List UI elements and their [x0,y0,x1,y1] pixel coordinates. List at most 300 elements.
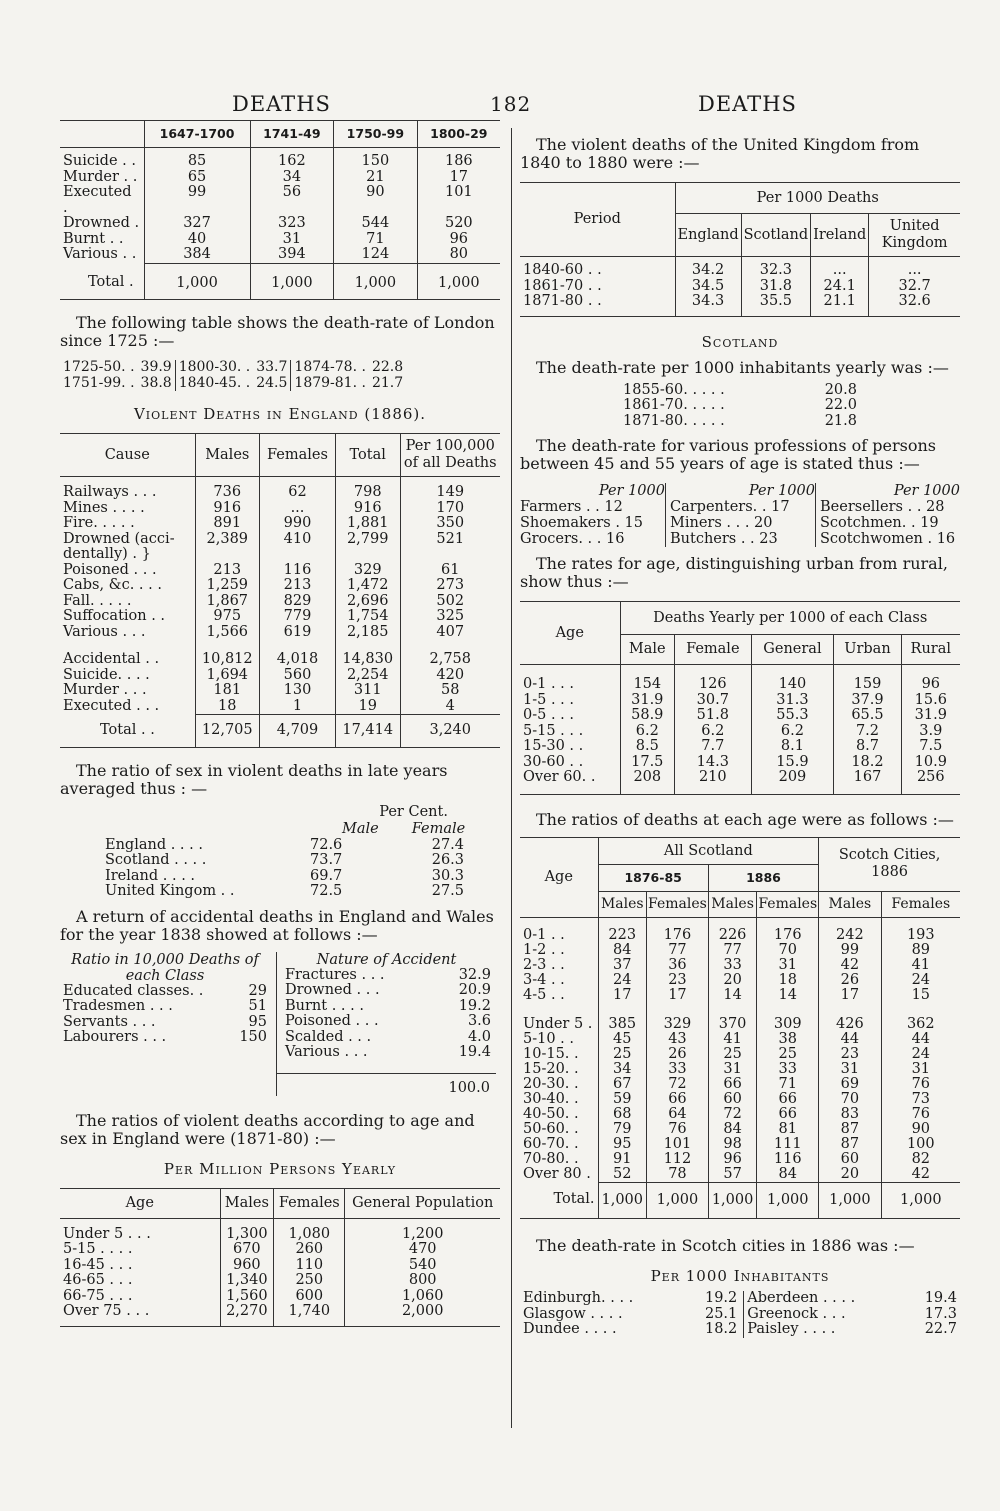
table-per-million [60,1188,500,1327]
rate-value: 21.8 [824,412,857,429]
male-value: 72.5 [310,883,343,899]
table-cell: 2,389 [195,532,260,563]
city-label: Aberdeen . . . . [744,1291,906,1307]
column-header: Males [195,434,260,477]
table-row [60,185,500,216]
heading-per-million: Per Million Persons Yearly [163,1159,397,1178]
per-1000-label: Per 1000 [598,483,665,499]
paragraph-scotland-rate: The death-rate per 1000 inhabitants yearly was :— [536,357,949,377]
column-header: General [751,635,834,665]
table-cell: 90 [881,1122,960,1137]
table-cell: 891 [195,516,260,532]
table-row [520,1062,960,1077]
table-scotch-cities [520,1291,960,1338]
table-cell: 250 [274,1273,345,1289]
table-cell: 124 [334,247,418,263]
table-cell: 1,259 [195,578,260,594]
table-cell: 329 [647,1003,709,1032]
table-cell: 32.6 [869,294,960,316]
table-row [277,1030,497,1046]
table-cell: 470 [345,1242,500,1258]
column-header: Urban [834,635,901,665]
city-value: 19.2 [704,1290,738,1306]
rate-value: 22.0 [824,397,857,413]
table-cell: 362 [881,1003,960,1032]
table-cell: 407 [400,625,500,641]
table-cell: 2,254 [335,668,400,684]
total-cell: 12,705 [195,715,260,748]
table-cell: 100 [881,1137,960,1152]
table-cell: ... [869,257,960,279]
table-cell: 84 [757,1167,819,1183]
table-row [60,148,500,170]
country-label: Ireland . . . . [105,867,196,884]
table-row [620,383,860,399]
row-label: 5-15 . . . . [63,1241,133,1257]
table-cell: 66 [708,1077,757,1092]
table-cell: 14 [708,988,757,1003]
table-row [520,1167,960,1183]
table-cell: 420 [400,668,500,684]
paragraph-urban-rural: The rates for age, distinguishing urban from rural, show thus :— [520,554,948,591]
table-row [520,770,960,794]
rate-value: 20.8 [824,381,857,398]
table-cell: 15.6 [901,693,960,709]
table-row [60,1242,500,1258]
table-cell: 116 [260,563,336,579]
row-label: Over 60. . [523,769,596,785]
table-cell: 81 [757,1122,819,1137]
table-cell: 84 [708,1122,757,1137]
row-label: Drowned (acci- dentally) . } [63,530,175,562]
table-row [520,294,960,316]
table-cell: 26 [819,973,881,988]
profession-entry: Miners . . . 20 [670,515,773,531]
table-cell: 33 [757,1062,819,1077]
table-cell: 1,881 [335,516,400,532]
table-row [60,1218,500,1242]
table-cell: 181 [195,683,260,699]
table-cell: 242 [819,917,881,943]
table-cell: 560 [260,668,336,684]
table-cell: 20 [708,973,757,988]
class-value: 95 [248,1013,267,1030]
table-row [520,665,960,693]
table-row [60,563,500,579]
row-label: Fall. . . . . [63,592,132,609]
table-cell: 33 [647,1062,709,1077]
table-cell: 17 [819,988,881,1003]
period-label: 1840-45. . [175,376,253,392]
accident-value: 19.2 [458,997,491,1014]
table-cell: 72 [708,1107,757,1122]
row-label: Railways . . . [63,484,157,500]
total-row [60,263,500,300]
column-header: Females [274,1188,345,1218]
table-cell: 33 [708,958,757,973]
profession-entry: Shoemakers . 15 [520,515,643,531]
rate-value: 33.7 [256,359,288,375]
column-header: Ireland [811,214,869,257]
table-cell: 25 [757,1047,819,1062]
row-label: 4-5 . . [523,986,565,1003]
table-cell: 31 [757,958,819,973]
table-row [520,1291,960,1307]
column-header: Female [675,635,751,665]
table-cell: 311 [335,683,400,699]
table-cell: 34.2 [675,257,741,279]
row-label: 1-2 . . [523,941,565,958]
column-header: Cause [104,446,150,463]
city-label: Edinburgh. . . . [523,1290,634,1306]
females-header: Females [881,891,960,917]
table-row [102,838,468,854]
per1000-header: Per 1000 Deaths [675,183,960,214]
table-cell: 8.7 [834,739,901,755]
table-uk-violent-deaths [520,182,960,317]
row-label: 0-1 . . [523,926,565,943]
table-cell: 176 [647,917,709,943]
rate-value: 38.8 [140,374,172,391]
total-cell: 4,709 [260,715,336,748]
table-row [60,999,270,1015]
table-cell: 84 [598,943,647,958]
paragraph-age-sex: The ratios of violent deaths according to age and sex in England were (1871-80) :— [60,1110,475,1148]
table-cell: 1,867 [195,594,260,610]
accident-label: Burnt . . . . [285,997,364,1014]
table-cell: 1,694 [195,668,260,684]
table-cell: 66 [757,1092,819,1107]
table-row [520,1137,960,1152]
all-scotland-header: All Scotland [598,837,819,864]
row-label: Accidental . . [63,651,160,667]
table-cell: 21 [334,170,418,186]
table-cell: 3.9 [901,724,960,740]
column-header: Rural [901,635,960,665]
table-cell: 916 [195,501,260,517]
table-cell: 10,812 [195,640,260,668]
table-cell: 58 [400,683,500,699]
total-cell: 1,000 [250,263,334,300]
table-cell: 71 [757,1077,819,1092]
table-row [520,1122,960,1137]
row-label: 5-15 . . . [523,722,584,739]
rate-value: 21.7 [371,374,404,391]
table-cell: 76 [647,1122,709,1137]
table-cell: 64 [647,1107,709,1122]
total-cell: 1,000 [598,1182,647,1219]
table-cell: 540 [345,1258,500,1274]
heading-scotland: Scotland [701,332,779,351]
table-cell: 76 [881,1107,960,1122]
row-label: 15-30 . . [523,738,584,754]
column-header: Male [620,635,675,665]
table-cell: 2,000 [345,1304,500,1326]
table-cell: 26 [647,1047,709,1062]
table-urban-rural [520,601,960,795]
row-label: Total . . [100,721,155,738]
table-cell: 210 [675,770,751,794]
table-cell: 170 [400,501,500,517]
row-label: 1861-70 . . [523,277,602,294]
table-row [520,724,960,740]
table-cell: 323 [250,216,334,232]
table-row [520,1307,960,1323]
page-number: 182 [490,92,532,116]
table-cell: 1,754 [335,609,400,625]
profession-entry: Grocers. . . 16 [520,531,625,547]
table-cell: 32.7 [869,279,960,295]
ratio-by-class [60,952,270,1096]
table-cell: 24 [881,1047,960,1062]
table-cell: 6.2 [675,724,751,740]
column-header: 1647-1700 [144,121,250,148]
table-cell: 96 [901,665,960,693]
table-cell: 34.3 [675,294,741,316]
class-label: Servants . . . [63,1013,156,1030]
table-cell: 99 [144,185,250,216]
table-cell: 159 [834,665,901,693]
table-cell: 329 [335,563,400,579]
table-cell: 600 [274,1289,345,1305]
table-cell: 58.9 [620,708,675,724]
table-cell: 8.1 [751,739,834,755]
table-cell: 91 [598,1152,647,1167]
nature-of-accident [276,952,496,1096]
table-row [277,983,497,999]
table-cell: 370 [708,1003,757,1032]
table-cell: 619 [260,625,336,641]
accident-label: Scalded . . . [285,1028,372,1045]
table-cell: 101 [647,1137,709,1152]
males-header: Males [598,891,647,917]
table-cell: 57 [708,1167,757,1183]
accident-value: 3.6 [467,1013,491,1029]
paragraph-uk: The violent deaths of the United Kingdom from 1840 to 1880 were :— [520,135,920,172]
table-cell: 83 [819,1107,881,1122]
table-cell: 71 [334,232,418,248]
table-cell: 2,270 [220,1304,274,1326]
profession-entry: Farmers . . 12 [520,499,623,515]
table-cell: 65.5 [834,708,901,724]
table-cell: 2,185 [335,625,400,641]
period-label: 1879-81. . [291,376,369,392]
class-label: Tradesmen . . . [63,998,173,1014]
table-cell: 31 [708,1062,757,1077]
male-value: 72.6 [310,836,343,853]
profession-entry: Beersellers . . 28 [820,499,945,515]
row-label: Executed . . . [63,697,160,714]
row-label: 2-3 . . [523,956,565,973]
table-row [520,1032,960,1047]
table-row [520,693,960,709]
row-label: 15-20. . [523,1060,579,1077]
table-row [60,609,500,625]
table-row [60,699,500,715]
paragraph-london: The following table shows the death-rate of London since 1725 :— [60,313,495,350]
table-cell: 68 [598,1107,647,1122]
class-value: 29 [248,982,267,999]
column-header: Per 100,000 of all Deaths [400,434,500,477]
city-value: 22.7 [924,1321,957,1337]
table-cell: 256 [901,770,960,794]
table-row [60,1015,270,1031]
row-label: 1-5 . . . [523,691,575,708]
table-cell: 67 [598,1077,647,1092]
row-label: Murder . . . [63,682,147,698]
table-row [520,755,960,771]
profession-entry: Scotchwomen . 16 [820,531,956,547]
table-cell: 42 [881,1167,960,1183]
table-cell: 60 [819,1152,881,1167]
row-label: Under 5 . [523,1015,593,1032]
table-cell: 21.1 [811,294,869,316]
table-cell: 70 [819,1092,881,1107]
table-cell: 1,080 [274,1218,345,1242]
row-label: Cabs, &c. . . . [63,577,162,593]
table-row [60,1304,500,1326]
total-cell: 1,000 [881,1182,960,1219]
table-row [277,999,497,1015]
period-label: 1800-30. . [175,360,253,376]
table-cell: 829 [260,594,336,610]
table-cell: ... [260,501,336,517]
table-cell: 45 [598,1032,647,1047]
table-cell: 4,018 [260,640,336,668]
accident-label: Drowned . . . [285,982,380,998]
table-row [60,578,500,594]
table-cell: 350 [400,516,500,532]
table-cell: 60 [708,1092,757,1107]
table-row [60,516,500,532]
table-cell: 38 [757,1032,819,1047]
table-cell: 6.2 [620,724,675,740]
table-scotland-ages [520,837,960,1220]
table-row [60,594,500,610]
row-label: Total . [88,274,134,290]
row-label: Poisoned . . . [63,561,157,578]
table-cell: 78 [647,1167,709,1183]
table-cell: 80 [417,247,500,263]
period-header: Period [573,211,621,227]
row-label: Total. [553,1191,595,1207]
table-cell: 36 [647,958,709,973]
row-label: Fire. . . . . [63,515,135,531]
deaths-yearly-header: Deaths Yearly per 1000 of each Class [620,602,960,635]
column-header: 1741-49 [250,121,334,148]
running-head-right: DEATHS [698,92,797,116]
table-cell: 325 [400,609,500,625]
country-label: England . . . . [105,836,203,853]
accident-value: 4.0 [467,1028,491,1045]
rate-value: 22.8 [371,359,404,375]
table-cell: 14.3 [675,755,751,771]
table-cell: 37.9 [834,693,901,709]
table-cell: 1,740 [274,1304,345,1326]
table-cell: 167 [834,770,901,794]
city-value: 25.1 [704,1305,738,1322]
table-cell: 25 [598,1047,647,1062]
left-column [60,120,500,1327]
total-cell: 17,414 [335,715,400,748]
table-cell: 1 [260,699,336,715]
running-head-left: DEATHS [232,92,331,116]
table-cell: 44 [819,1032,881,1047]
table-cell: 89 [881,943,960,958]
table-cell: 800 [345,1273,500,1289]
table-cell: 87 [819,1122,881,1137]
table-row [60,376,406,392]
table-cell: 14,830 [335,640,400,668]
rate-value: 39.9 [140,359,172,375]
table-cell: 110 [274,1258,345,1274]
table-cell: 98 [708,1137,757,1152]
table-cell: 32.3 [741,257,811,279]
table-cell: 209 [751,770,834,794]
table-cell: 31.9 [901,708,960,724]
table-cell: 62 [260,477,336,501]
table-cell: 213 [260,578,336,594]
table-scotland-rate [620,383,860,430]
table-cell: 70 [757,943,819,958]
accident-label: Various . . . [285,1044,368,1060]
table-cell: 208 [620,770,675,794]
table-row [520,973,960,988]
table-cell: 18 [757,973,819,988]
table-row [102,853,468,869]
table-cell: 779 [260,609,336,625]
table-cell: 24 [881,973,960,988]
table-cell: 10.9 [901,755,960,771]
table-cell: 223 [598,917,647,943]
table-row [520,1077,960,1092]
table-cell: 14 [757,988,819,1003]
period-1876-85: 1876-85 [598,864,708,891]
column-header: England [675,214,741,257]
period-label: 1861-70. . . . . [623,397,725,413]
row-label: Suicide . . [63,153,136,169]
period-label: 1871-80. . . . . [623,412,725,429]
table-row [520,917,960,943]
paragraph-ratios-age: The ratios of deaths at each age were as follows :— [536,809,954,829]
table-row [60,1289,500,1305]
table-cell: 17 [647,988,709,1003]
row-label: Murder . . [63,168,138,185]
table-cell: 44 [881,1032,960,1047]
country-label: United Kingom . . [105,883,235,899]
column-header: General Population [345,1188,500,1218]
table-cell: 87 [819,1137,881,1152]
table-cell: 15.9 [751,755,834,771]
table-row [620,398,860,414]
table-cell: 213 [195,563,260,579]
table-cell: 20 [819,1167,881,1183]
table-cell: 1,340 [220,1273,274,1289]
table-row [520,1322,960,1338]
table-cell: 30.7 [675,693,751,709]
table-cell: 34.5 [675,279,741,295]
row-label: 1840-60 . . [523,262,602,278]
period-label: 1855-60. . . . . [623,381,725,398]
table-cell: 309 [757,1003,819,1032]
table-cell: 31 [250,232,334,248]
class-value: 51 [248,998,267,1014]
row-label: 3-4 . . [523,971,565,988]
table-row [102,869,468,885]
period-label: 1751-99. . [63,374,135,391]
table-row [520,1107,960,1122]
row-label: 1871-80 . . [523,293,602,309]
